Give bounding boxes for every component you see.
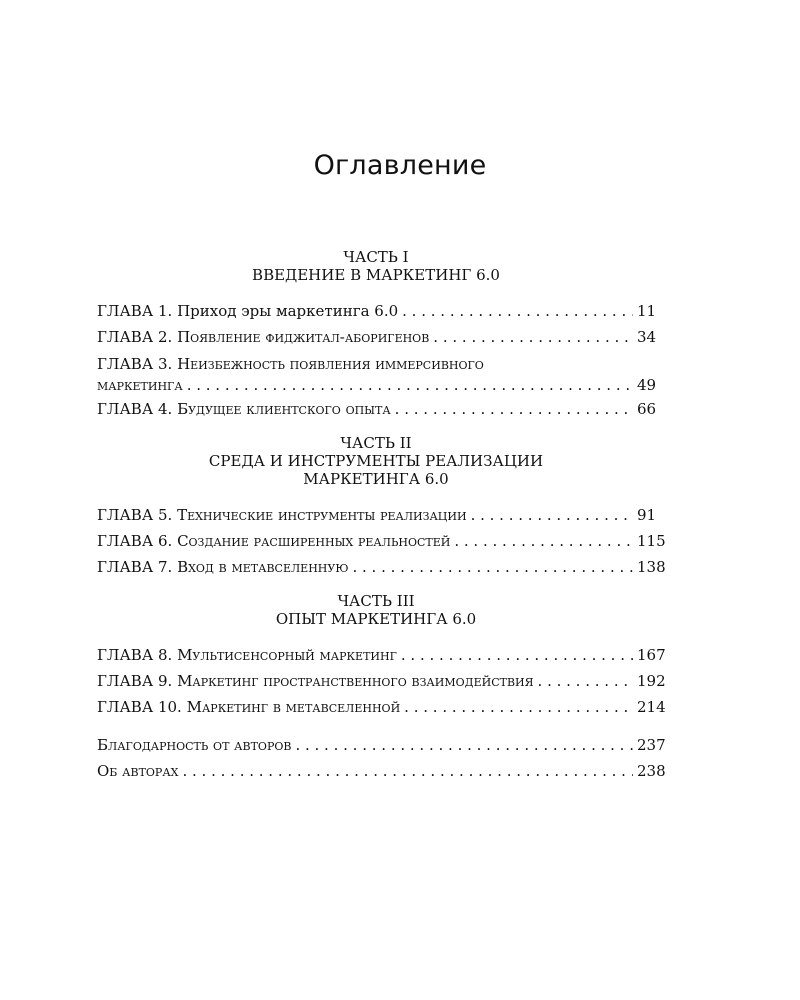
page-number: 91 <box>637 506 657 524</box>
page-number: 167 <box>637 646 666 664</box>
page-number: 192 <box>637 672 666 690</box>
part-title: МАРКЕТИНГА 6.0 <box>303 470 449 488</box>
toc-entry-about-authors[interactable] <box>97 758 666 784</box>
toc-entry-chapter-2[interactable] <box>97 324 655 350</box>
chapter-label: ГЛАВА 5. <box>97 506 173 524</box>
page-title: Оглавление <box>313 150 487 181</box>
chapter-title: Будущее клиентского опыта <box>177 400 391 418</box>
dot-leader <box>187 374 633 396</box>
part-title: ВВЕДЕНИЕ В МАРКЕТИНГ 6.0 <box>252 266 500 284</box>
entry-title: Об авторах <box>97 762 179 780</box>
chapter-title: Появление фиджитал-аборигенов <box>177 328 430 346</box>
dot-leader <box>471 502 633 528</box>
page-number: 138 <box>637 558 666 576</box>
toc-entry-chapter-1[interactable] <box>97 298 655 324</box>
toc-entry-chapter-4[interactable] <box>97 396 655 422</box>
chapter-title: Маркетинг пространственного взаимодействия <box>177 672 534 690</box>
chapter-label: ГЛАВА 3. <box>97 355 173 373</box>
dot-leader <box>402 298 633 324</box>
page-number: 214 <box>637 698 666 716</box>
dot-leader <box>404 694 633 720</box>
part-title: ОПЫТ МАРКЕТИНГА 6.0 <box>275 610 477 628</box>
page-number: 237 <box>637 736 666 754</box>
chapter-label: ГЛАВА 9. <box>97 672 173 690</box>
table-of-contents <box>97 248 666 784</box>
chapter-label: ГЛАВА 10. <box>97 698 182 716</box>
toc-entry-chapter-10[interactable] <box>97 694 666 720</box>
page-number: 11 <box>637 302 657 320</box>
chapter-title: Создание расширенных реальностей <box>177 532 451 550</box>
part-label: ЧАСТЬ I <box>343 248 409 266</box>
dot-leader <box>295 732 633 758</box>
part-title: СРЕДА И ИНСТРУМЕНТЫ РЕАЛИЗАЦИИ <box>208 452 544 470</box>
chapter-label: ГЛАВА 8. <box>97 646 173 664</box>
part-label: ЧАСТЬ III <box>337 592 415 610</box>
part-label: ЧАСТЬ II <box>340 434 412 452</box>
chapter-label: ГЛАВА 6. <box>97 532 173 550</box>
toc-entry-chapter-7[interactable] <box>97 554 666 580</box>
dot-leader <box>395 396 633 422</box>
dot-leader <box>454 528 633 554</box>
page-number: 238 <box>637 762 666 780</box>
toc-entry-acknowledgements[interactable] <box>97 732 666 758</box>
chapter-label: ГЛАВА 2. <box>97 328 173 346</box>
chapter-title: Мультисенсорный маркетинг <box>177 646 397 664</box>
dot-leader <box>433 324 633 350</box>
chapter-label: ГЛАВА 1. <box>97 302 173 320</box>
toc-entry-chapter-3-continued[interactable] <box>97 374 655 396</box>
chapter-title: Вход в метавселенную <box>177 558 349 576</box>
dot-leader <box>538 668 633 694</box>
chapter-label: ГЛАВА 7. <box>97 558 173 576</box>
part-heading-3 <box>97 592 655 628</box>
page-number: 49 <box>637 376 657 394</box>
chapter-title: Технические инструменты реализации <box>177 506 467 524</box>
page-number: 34 <box>637 328 657 346</box>
part-heading-1 <box>97 248 655 284</box>
toc-entry-chapter-9[interactable] <box>97 668 666 694</box>
page-number: 66 <box>637 400 657 418</box>
part-heading-2 <box>97 434 655 488</box>
chapter-title: Неизбежность появления иммерсивного <box>177 355 484 373</box>
toc-entry-chapter-8[interactable] <box>97 642 666 668</box>
toc-entry-chapter-3[interactable] <box>97 350 655 374</box>
dot-leader <box>401 642 633 668</box>
chapter-title-continued: маркетинга <box>97 376 183 394</box>
toc-entry-chapter-5[interactable] <box>97 502 655 528</box>
toc-entry-chapter-6[interactable] <box>97 528 666 554</box>
dot-leader <box>182 758 633 784</box>
page-number: 115 <box>637 532 666 550</box>
entry-title: Благодарность от авторов <box>97 736 292 754</box>
dot-leader <box>352 554 633 580</box>
chapter-label: ГЛАВА 4. <box>97 400 173 418</box>
chapter-title: Маркетинг в метавселенной <box>186 698 401 716</box>
chapter-title: Приход эры маркетинга 6.0 <box>177 302 399 320</box>
